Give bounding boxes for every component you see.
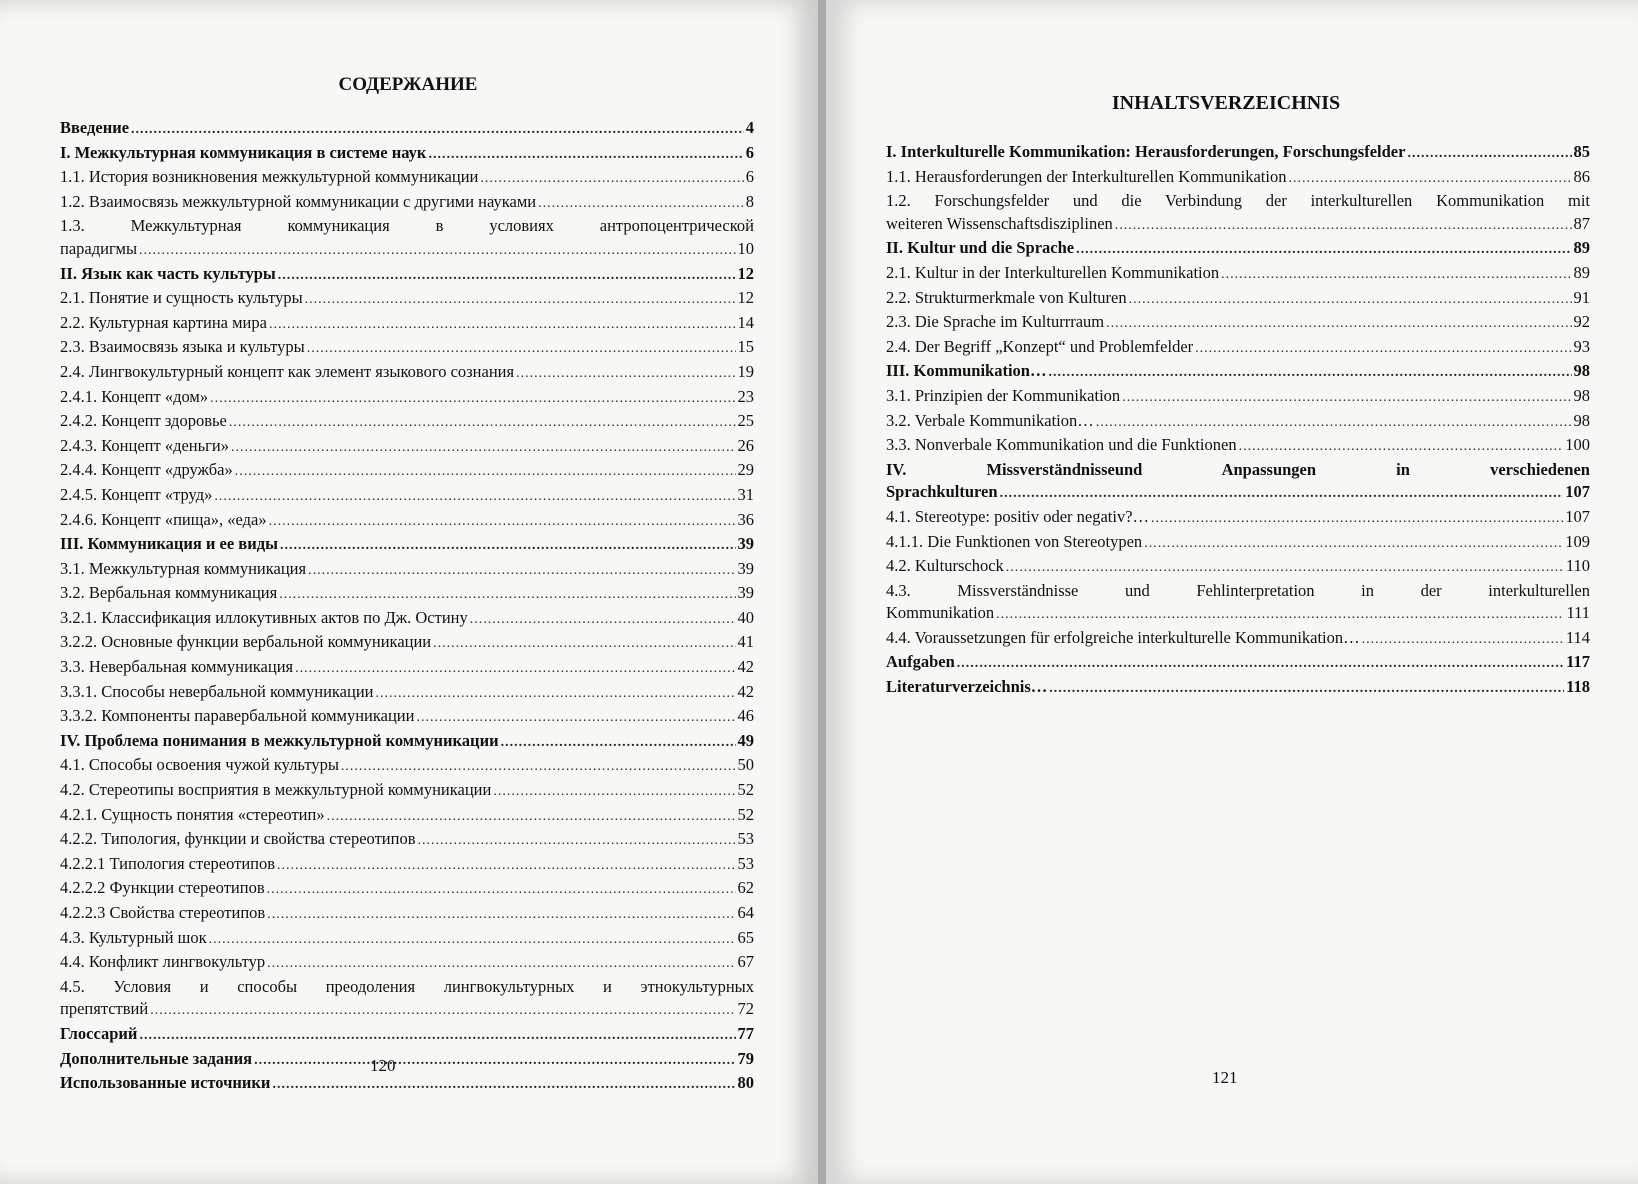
toc-leader-dots xyxy=(307,338,736,361)
toc-leader-dots xyxy=(278,265,736,288)
toc-leader-dots xyxy=(1144,533,1563,556)
toc-entry xyxy=(886,459,1590,506)
toc-leader-dots xyxy=(1122,387,1571,410)
toc-leader-dots xyxy=(1076,239,1571,262)
toc-leader-dots xyxy=(1288,168,1571,191)
toc-leader-dots xyxy=(1115,215,1572,238)
toc-entry-title: IV. Missverständnisseund Anpassungen in verschiedenen xyxy=(886,459,1590,479)
toc-entry-title: III. Kommunikation… xyxy=(886,361,1047,381)
book-spine xyxy=(818,0,826,1184)
toc-entry-page: 118 xyxy=(1566,677,1590,697)
toc-entry xyxy=(886,141,1590,166)
toc-leader-dots xyxy=(957,653,1564,676)
toc-entry-title: Использованные источники xyxy=(60,1073,271,1093)
toc-entry-page: 98 xyxy=(1573,361,1590,381)
toc-entry-page: 91 xyxy=(1573,287,1590,307)
toc-entry-title: 4.2. Kulturschock xyxy=(886,556,1004,576)
toc-entry xyxy=(886,336,1590,361)
toc-entry xyxy=(886,166,1590,191)
toc-entry-title: 4.2.2.3 Свойства стереотипов xyxy=(60,903,266,922)
toc-entry xyxy=(60,435,754,460)
toc-entry xyxy=(60,1023,754,1048)
toc-entry-title: Введение xyxy=(60,118,130,137)
toc-entry xyxy=(886,555,1590,580)
toc-entry-page: 49 xyxy=(737,730,754,750)
toc-leader-dots xyxy=(1151,508,1563,531)
toc-leader-dots xyxy=(214,486,735,509)
toc-leader-dots xyxy=(480,168,743,191)
toc-entry-page: 8 xyxy=(745,191,754,211)
toc-entry-line xyxy=(886,481,1590,506)
toc-entry-page: 52 xyxy=(737,804,754,824)
toc-entry-title: 4.1.1. Die Funktionen von Stereotypen xyxy=(886,531,1143,551)
toc-entry xyxy=(60,804,754,829)
toc-entry-title: 2.1. Kultur in der Interkulturellen Kommunikation xyxy=(886,262,1220,282)
toc-entry xyxy=(60,705,754,730)
toc-leader-dots xyxy=(279,584,735,607)
toc-leader-dots xyxy=(1221,264,1571,287)
toc-entry xyxy=(886,410,1590,435)
toc-entry xyxy=(60,336,754,361)
toc-entry-page: 39 xyxy=(737,558,754,578)
toc-entry-title: 4.4. Voraussetzungen für erfolgreiche interkulturelle Kommunikation… xyxy=(886,627,1360,647)
toc-leader-dots xyxy=(305,289,736,312)
page-title: СОДЕРЖАНИЕ xyxy=(338,74,478,95)
toc-entry xyxy=(60,779,754,804)
toc-leader-dots xyxy=(996,604,1564,627)
toc-entry xyxy=(60,361,754,386)
toc-leader-dots xyxy=(1000,483,1564,506)
toc-entry-title: 3.2.1. Классификация иллокутивных актов по Дж. Остину xyxy=(60,607,468,627)
toc-entry-page: 114 xyxy=(1565,627,1590,647)
toc-leader-dots xyxy=(295,658,735,681)
toc-entry-page: 12 xyxy=(737,288,754,308)
toc-entry-page: 10 xyxy=(737,238,754,258)
toc-entry xyxy=(886,580,1590,627)
toc-entry-title: 3.2. Verbale Kommunikation… xyxy=(886,410,1094,430)
toc-leader-dots xyxy=(254,1050,735,1073)
toc-entry-page: 6 xyxy=(745,167,754,187)
toc-list-russian xyxy=(60,117,754,1097)
toc-leader-dots xyxy=(428,144,743,167)
toc-entry-title: 1.2. Forschungsfelder und die Verbindung der interkulturellen Kommunikation mit xyxy=(886,191,1590,211)
toc-entry xyxy=(60,976,754,1023)
toc-entry xyxy=(60,410,754,435)
toc-leader-dots xyxy=(418,830,736,853)
toc-entry-title: 4.2.2. Типология, функции и свойства стереотипов xyxy=(60,829,416,849)
toc-entry-line xyxy=(886,213,1590,238)
toc-entry-page: 39 xyxy=(737,583,754,603)
toc-leader-dots xyxy=(433,633,735,656)
toc-leader-dots xyxy=(272,1074,735,1097)
toc-entry-title: 2.4. Der Begriff „Konzept“ und Problemfelder xyxy=(886,336,1194,356)
toc-entry-title: 4.2.2.1 Типология стереотипов xyxy=(60,853,276,873)
toc-leader-dots xyxy=(210,388,735,411)
toc-entry-page: 64 xyxy=(737,903,754,922)
toc-entry-page: 89 xyxy=(1573,238,1590,258)
toc-entry-title-cont: препятствий xyxy=(60,999,149,1019)
toc-leader-dots xyxy=(131,119,744,142)
toc-entry-page: 111 xyxy=(1566,603,1590,623)
toc-entry xyxy=(60,191,754,216)
toc-entry-title: 4.1. Способы освоения чужой культуры xyxy=(60,755,339,775)
toc-entry-title: 2.2. Strukturmerkmale von Kulturen xyxy=(886,287,1127,307)
toc-entry xyxy=(60,730,754,755)
toc-entry-title-cont: weiteren Wissenschaftsdisziplinen xyxy=(886,213,1113,233)
toc-entry-title: III. Коммуникация и ее виды xyxy=(60,534,278,554)
toc-entry xyxy=(60,681,754,706)
toc-entry-line xyxy=(60,998,754,1023)
toc-entry xyxy=(60,484,754,509)
toc-entry-page: 19 xyxy=(737,361,754,381)
toc-entry xyxy=(886,385,1590,410)
toc-entry-page: 42 xyxy=(737,681,754,701)
toc-entry-page: 46 xyxy=(737,706,754,726)
toc-entry xyxy=(60,312,754,337)
toc-entry-title: 3.3. Невербальная коммуникация xyxy=(60,657,294,677)
toc-entry xyxy=(60,509,754,534)
toc-entry-title: 4.3. Missverständnisse und Fehlinterpretation in der interkulturellen xyxy=(886,580,1590,600)
left-page xyxy=(0,0,818,1184)
toc-entry xyxy=(886,531,1590,556)
toc-entry-title: 3.3.1. Способы невербальной коммуникации xyxy=(60,681,374,701)
toc-entry-page: 65 xyxy=(737,927,754,947)
toc-leader-dots xyxy=(235,461,736,484)
toc-entry-line xyxy=(60,238,754,263)
toc-entry xyxy=(60,754,754,779)
toc-entry-title: Literaturverzeichnis… xyxy=(886,677,1048,697)
toc-leader-dots xyxy=(229,412,736,435)
toc-entry-title: 2.4. Лингвокультурный концепт как элемент языкового сознания xyxy=(60,361,515,381)
toc-entry-page: 77 xyxy=(737,1023,754,1043)
toc-entry xyxy=(886,262,1590,287)
toc-entry-title: IV. Проблема понимания в межкультурной коммуникации xyxy=(60,730,499,750)
toc-entry-page: 42 xyxy=(737,657,754,677)
toc-entry-title: 1.1. История возникновения межкультурной коммуникации xyxy=(60,167,479,187)
toc-entry-title: 2.1. Понятие и сущность культуры xyxy=(60,288,303,308)
toc-list-german xyxy=(886,141,1590,701)
toc-leader-dots xyxy=(516,363,735,386)
toc-entry-title-cont: Sprachkulturen xyxy=(886,482,998,502)
toc-entry xyxy=(60,951,754,976)
toc-entry-page: 87 xyxy=(1573,213,1590,233)
toc-entry-page: 100 xyxy=(1565,435,1590,455)
toc-entry-title: 4.2. Стереотипы восприятия в межкультурной коммуникации xyxy=(60,780,492,800)
toc-entry-title: 3.2. Вербальная коммуникация xyxy=(60,583,278,603)
toc-leader-dots xyxy=(139,240,735,263)
toc-leader-dots xyxy=(269,314,736,337)
toc-entry-title: 4.2.1. Сущность понятия «стереотип» xyxy=(60,804,325,824)
toc-leader-dots xyxy=(1195,338,1571,361)
toc-leader-dots xyxy=(1106,313,1571,336)
toc-entry xyxy=(60,215,754,262)
toc-leader-dots xyxy=(277,855,735,878)
toc-entry-title: 2.3. Взаимосвязь языка и культуры xyxy=(60,337,305,357)
toc-entry-title: 4.3. Культурный шок xyxy=(60,927,207,947)
toc-entry-page: 6 xyxy=(745,142,754,162)
toc-entry-title: 2.4.5. Концепт «труд» xyxy=(60,484,213,504)
toc-entry-title: 3.3. Nonverbale Kommunikation und die Funktionen xyxy=(886,435,1237,455)
toc-entry-title: I. Межкультурная коммуникация в системе наук xyxy=(60,142,427,162)
toc-entry-title: II. Kultur und die Sprache xyxy=(886,238,1075,258)
toc-entry-title: 1.1. Herausforderungen der Interkulturellen Kommunikation xyxy=(886,166,1287,186)
toc-entry-page: 39 xyxy=(737,534,754,554)
toc-leader-dots xyxy=(1049,678,1564,701)
toc-entry xyxy=(60,902,754,927)
toc-entry xyxy=(60,287,754,312)
toc-entry-title: 2.4.1. Концепт «дом» xyxy=(60,386,209,406)
toc-entry xyxy=(886,360,1590,385)
page-title: INHALTSVERZEICHNIS xyxy=(1111,92,1341,114)
toc-entry-page: 117 xyxy=(1566,652,1590,672)
toc-entry-page: 93 xyxy=(1573,336,1590,356)
toc-entry-title: 3.1. Prinzipien der Kommunikation xyxy=(886,385,1121,405)
toc-entry-title-cont: парадигмы xyxy=(60,238,138,258)
toc-entry xyxy=(60,558,754,583)
toc-entry-page: 80 xyxy=(737,1073,754,1093)
toc-entry-title: 2.4.6. Концепт «пища», «еда» xyxy=(60,509,267,529)
toc-entry-page: 107 xyxy=(1565,506,1590,526)
toc-leader-dots xyxy=(327,806,736,829)
page-number: 120 xyxy=(370,1056,396,1075)
toc-entry-page: 109 xyxy=(1565,531,1590,551)
toc-entry xyxy=(886,190,1590,237)
toc-entry-title: 3.3.2. Компоненты паравербальной коммуникации xyxy=(60,706,415,726)
toc-entry-title: 1.2. Взаимосвязь межкультурной коммуникации с другими науками xyxy=(60,191,537,211)
toc-entry-page: 41 xyxy=(737,632,754,652)
toc-leader-dots xyxy=(501,732,736,755)
toc-entry xyxy=(60,828,754,853)
toc-entry xyxy=(886,627,1590,652)
toc-entry-title: Глоссарий xyxy=(60,1023,138,1043)
toc-leader-dots xyxy=(1006,557,1564,580)
toc-entry-title: 1.3. Межкультурная коммуникация в условиях антропоцентрической xyxy=(60,216,754,236)
toc-entry-title: 3.1. Межкультурная коммуникация xyxy=(60,558,307,578)
toc-entry-title: 4.4. Конфликт лингвокультур xyxy=(60,952,266,972)
toc-entry-page: 79 xyxy=(737,1048,754,1068)
toc-entry-page: 31 xyxy=(737,484,754,504)
toc-leader-dots xyxy=(150,1000,735,1023)
toc-entry-title: Дополнительные задания xyxy=(60,1048,253,1068)
toc-entry-page: 98 xyxy=(1573,385,1590,405)
toc-leader-dots xyxy=(267,904,735,927)
toc-entry-page: 26 xyxy=(737,435,754,455)
toc-entry-page: 62 xyxy=(737,878,754,898)
toc-entry-page: 89 xyxy=(1573,262,1590,282)
toc-leader-dots xyxy=(308,560,735,583)
toc-entry-page: 98 xyxy=(1573,410,1590,430)
toc-entry-page: 110 xyxy=(1565,556,1590,576)
toc-leader-dots xyxy=(470,609,736,632)
toc-entry xyxy=(886,287,1590,312)
toc-entry xyxy=(60,927,754,952)
toc-leader-dots xyxy=(1048,362,1571,385)
toc-entry-page: 53 xyxy=(737,853,754,873)
toc-leader-dots xyxy=(1407,143,1571,166)
toc-entry-page: 107 xyxy=(1565,482,1590,502)
toc-entry-title: 2.4.2. Концепт здоровье xyxy=(60,411,227,431)
toc-leader-dots xyxy=(267,953,735,976)
toc-entry-page: 92 xyxy=(1573,312,1590,332)
toc-leader-dots xyxy=(1096,412,1572,435)
toc-leader-dots xyxy=(269,511,736,534)
toc-leader-dots xyxy=(267,879,736,902)
toc-entry-page: 12 xyxy=(737,263,754,283)
toc-leader-dots xyxy=(416,707,735,730)
toc-entry-title: 2.4.3. Концепт «деньги» xyxy=(60,435,230,455)
toc-entry-page: 36 xyxy=(737,509,754,529)
page-number: 121 xyxy=(1212,1068,1238,1087)
toc-leader-dots xyxy=(1239,436,1564,459)
toc-leader-dots xyxy=(1362,629,1564,652)
toc-entry xyxy=(60,459,754,484)
toc-leader-dots xyxy=(493,781,735,804)
toc-entry xyxy=(60,853,754,878)
toc-entry-title: 3.2.2. Основные функции вербальной коммуникации xyxy=(60,632,432,652)
toc-entry xyxy=(60,166,754,191)
toc-leader-dots xyxy=(1129,289,1572,312)
toc-entry-page: 85 xyxy=(1573,142,1590,161)
toc-entry xyxy=(60,386,754,411)
toc-leader-dots xyxy=(341,756,736,779)
toc-leader-dots xyxy=(139,1025,735,1048)
toc-entry-page: 40 xyxy=(737,607,754,627)
toc-entry xyxy=(60,877,754,902)
toc-entry-page: 53 xyxy=(737,829,754,849)
toc-entry-title: 4.2.2.2 Функции стереотипов xyxy=(60,878,265,898)
toc-leader-dots xyxy=(376,683,736,706)
toc-entry xyxy=(60,142,754,167)
toc-entry xyxy=(886,676,1590,701)
toc-entry xyxy=(60,631,754,656)
toc-entry xyxy=(886,651,1590,676)
toc-entry-page: 25 xyxy=(737,411,754,431)
toc-entry-title: II. Язык как часть культуры xyxy=(60,263,276,283)
toc-leader-dots xyxy=(538,193,744,216)
toc-entry xyxy=(60,117,754,142)
toc-leader-dots xyxy=(280,535,736,558)
toc-entry xyxy=(886,237,1590,262)
toc-entry-page: 72 xyxy=(737,999,754,1019)
toc-entry-title: 2.4.4. Концепт «дружба» xyxy=(60,460,233,480)
toc-entry-page: 15 xyxy=(737,337,754,357)
toc-entry-page: 29 xyxy=(737,460,754,480)
toc-entry-line xyxy=(886,602,1590,627)
toc-leader-dots xyxy=(209,929,736,952)
toc-entry-title: Aufgaben xyxy=(886,652,955,672)
toc-entry-title: 2.3. Die Sprache im Kulturrraum xyxy=(886,312,1105,332)
toc-entry-page: 14 xyxy=(737,312,754,332)
toc-entry-page: 52 xyxy=(737,780,754,800)
right-page xyxy=(826,0,1638,1184)
toc-entry xyxy=(60,533,754,558)
toc-entry xyxy=(886,311,1590,336)
toc-entry xyxy=(60,582,754,607)
toc-entry-page: 4 xyxy=(745,118,754,137)
toc-entry xyxy=(886,506,1590,531)
toc-entry-page: 86 xyxy=(1573,166,1590,186)
toc-leader-dots xyxy=(231,437,735,460)
toc-entry-title: 2.2. Культурная картина мира xyxy=(60,312,267,332)
toc-entry xyxy=(60,1048,754,1073)
toc-entry xyxy=(60,656,754,681)
toc-entry-title-cont: Kommunikation xyxy=(886,603,995,623)
toc-entry-page: 50 xyxy=(737,755,754,775)
toc-entry xyxy=(60,607,754,632)
toc-entry xyxy=(60,1072,754,1097)
toc-entry-page: 67 xyxy=(737,952,754,972)
toc-entry-title: I. Interkulturelle Kommunikation: Herausforderungen, Forschungsfelder xyxy=(886,142,1406,161)
toc-entry xyxy=(60,263,754,288)
toc-entry-page: 23 xyxy=(737,386,754,406)
toc-entry xyxy=(886,434,1590,459)
toc-entry-title: 4.5. Условия и способы преодоления лингвокультурных и этнокультурных xyxy=(60,976,754,996)
toc-entry-title: 4.1. Stereotype: positiv oder negativ?… xyxy=(886,506,1150,526)
